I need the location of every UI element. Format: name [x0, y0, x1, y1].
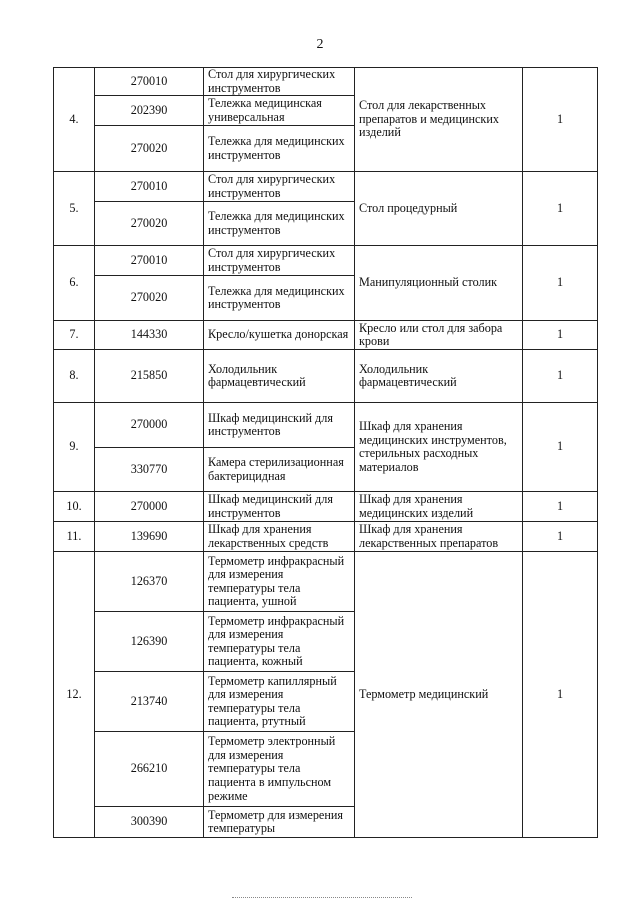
item-code: 270000: [95, 492, 204, 522]
item-name: Термометр для измерения температуры: [204, 807, 355, 838]
table-row: [54, 350, 598, 403]
item-name: Термометр инфракрасный для измерения температуры тела пациента, кожный: [204, 612, 355, 672]
quantity: 1: [523, 350, 598, 403]
item-code: 144330: [95, 321, 204, 350]
quantity: 1: [523, 552, 598, 838]
table-row: [54, 552, 598, 612]
item-name: Тележка медицинская универсальная: [204, 96, 355, 126]
equipment-type: Стол процедурный: [355, 172, 523, 246]
quantity: 1: [523, 172, 598, 246]
table-row: [54, 403, 598, 448]
table-row: [54, 522, 598, 552]
equipment-type: Шкаф для хранения медицинских изделий: [355, 492, 523, 522]
item-code: 202390: [95, 96, 204, 126]
table-row: [54, 172, 598, 202]
item-name: Тележка для медицинских инструментов: [204, 202, 355, 246]
item-name: Кресло/кушетка донорская: [204, 321, 355, 350]
quantity: 1: [523, 246, 598, 321]
equipment-type: Термометр медицинский: [355, 552, 523, 838]
item-code: 215850: [95, 350, 204, 403]
equipment-type: Шкаф для хранения лекарственных препаратов: [355, 522, 523, 552]
table-row: [54, 321, 598, 350]
row-number: 9.: [54, 403, 95, 492]
equipment-type: Холодильник фармацевтический: [355, 350, 523, 403]
row-number: 6.: [54, 246, 95, 321]
row-number: 7.: [54, 321, 95, 350]
item-name: Стол для хирургических инструментов: [204, 172, 355, 202]
table-row: [54, 246, 598, 276]
item-code: 139690: [95, 522, 204, 552]
item-name: Тележка для медицинских инструментов: [204, 276, 355, 321]
item-name: Термометр капиллярный для измерения температуры тела пациента, ртутный: [204, 672, 355, 732]
table-row: [54, 68, 598, 96]
row-number: 12.: [54, 552, 95, 838]
item-code: 300390: [95, 807, 204, 838]
page-number: 2: [316, 37, 324, 52]
quantity: 1: [523, 492, 598, 522]
item-code: 270010: [95, 172, 204, 202]
row-number: 4.: [54, 68, 95, 172]
item-code: 270020: [95, 126, 204, 172]
item-name: Термометр электронный для измерения температуры тела пациента в импульсном режиме: [204, 732, 355, 807]
equipment-type: Манипуляционный столик: [355, 246, 523, 321]
table-row: [54, 492, 598, 522]
divider: [232, 897, 412, 898]
row-number: 5.: [54, 172, 95, 246]
item-code: 270010: [95, 68, 204, 96]
row-number: 8.: [54, 350, 95, 403]
quantity: 1: [523, 321, 598, 350]
item-name: Шкаф медицинский для инструментов: [204, 492, 355, 522]
item-name: Стол для хирургических инструментов: [204, 68, 355, 96]
item-name: Холодильник фармацевтический: [204, 350, 355, 403]
item-name: Шкаф медицинский для инструментов: [204, 403, 355, 448]
equipment-type: Кресло или стол для забора крови: [355, 321, 523, 350]
item-code: 270010: [95, 246, 204, 276]
row-number: 10.: [54, 492, 95, 522]
quantity: 1: [523, 522, 598, 552]
quantity: 1: [523, 403, 598, 492]
item-name: Стол для хирургических инструментов: [204, 246, 355, 276]
equipment-type: Стол для лекарственных препаратов и медицинских изделий: [355, 68, 523, 172]
item-code: 270020: [95, 202, 204, 246]
item-code: 270000: [95, 403, 204, 448]
equipment-table: [53, 67, 598, 838]
item-code: 330770: [95, 448, 204, 492]
item-code: 270020: [95, 276, 204, 321]
item-name: Тележка для медицинских инструментов: [204, 126, 355, 172]
item-name: Шкаф для хранения лекарственных средств: [204, 522, 355, 552]
item-code: 126390: [95, 612, 204, 672]
item-name: Термометр инфракрасный для измерения температуры тела пациента, ушной: [204, 552, 355, 612]
quantity: 1: [523, 68, 598, 172]
item-code: 266210: [95, 732, 204, 807]
item-name: Камера стерилизационная бактерицидная: [204, 448, 355, 492]
item-code: 126370: [95, 552, 204, 612]
equipment-type: Шкаф для хранения медицинских инструментов, стерильных расходных материалов: [355, 403, 523, 492]
item-code: 213740: [95, 672, 204, 732]
row-number: 11.: [54, 522, 95, 552]
